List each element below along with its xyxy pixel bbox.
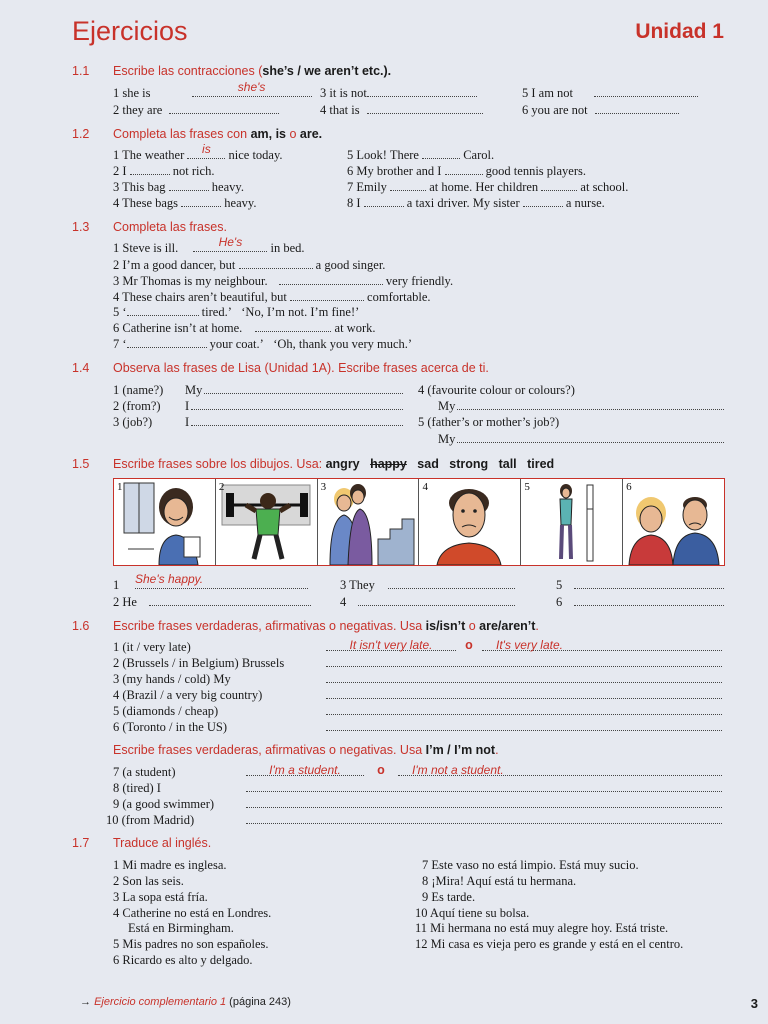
exercise-line: 2 I not rich.: [113, 164, 215, 178]
exercise-line: 2 (Brussels / in Belgium) Brussels: [113, 656, 285, 670]
exercise-line: 10 Aquí tiene su bolsa.: [415, 906, 530, 920]
exercise-line: 3 (job?) I: [113, 415, 403, 430]
exercise-line: 3 Mr Thomas is my neighbour. very friendly.: [113, 274, 454, 288]
exercise-line: 12 Mi casa es vieja pero es grande y está en el centro.: [415, 937, 684, 951]
answer-line: [246, 811, 722, 824]
exercise-line: 8 (tired) I: [113, 781, 161, 795]
exercise-line: 2 (from?) I: [113, 399, 403, 414]
exercise-line: 2 He: [113, 595, 311, 610]
exercise-line: 3 (my hands / cold) My: [113, 672, 231, 686]
answer-line: [246, 779, 722, 792]
answer-line: [326, 718, 722, 731]
exercise-line: 2 Son las seis.: [113, 874, 184, 888]
exercise-line: 6 Ricardo es alto y delgado.: [113, 953, 253, 967]
answer-line: [326, 670, 722, 683]
exercise-line: 3 They: [340, 578, 515, 593]
section-number: 1.4: [72, 361, 90, 375]
tired-couple-illustration: [318, 479, 418, 565]
illustration-panel: 4: [419, 479, 521, 565]
exercise-line: 1 Mi madre es inglesa.: [113, 858, 227, 872]
exercise-line: Está en Birmingham.: [128, 921, 234, 935]
arrow-icon: →: [80, 996, 91, 1008]
happy-woman-illustration: [114, 479, 214, 565]
handwritten-answer: It's very late.: [496, 638, 563, 652]
illustration-panel: 6: [623, 479, 724, 565]
handwritten-answer: she's: [237, 80, 266, 94]
exercise-line: 5 (diamonds / cheap): [113, 704, 219, 718]
section-title: Traduce al inglés.: [113, 836, 212, 850]
exercise-line: 1 (it / very late): [113, 640, 191, 654]
exercise-line: 4 These bags heavy.: [113, 196, 257, 210]
page-title: Ejercicios: [72, 16, 188, 46]
exercise-line: 6 Catherine isn’t at home. at work.: [113, 321, 376, 335]
handwritten-answer: I'm not a student.: [412, 763, 504, 777]
exercise-line: 4 that is: [320, 103, 483, 118]
sad-man-illustration: [419, 479, 519, 565]
strong-man-illustration: [216, 479, 316, 565]
exercise-line: 7 (a student): [113, 765, 176, 779]
tall-woman-illustration: [521, 479, 621, 565]
handwritten-answer: I'm a student.: [269, 763, 341, 777]
exercise-line: 6 you are not: [522, 103, 679, 118]
handwritten-answer: It isn't very late.: [349, 638, 433, 652]
answer-line: [326, 654, 722, 667]
exercise-line: 4: [340, 595, 515, 610]
exercise-line: 9 Es tarde.: [422, 890, 476, 904]
section-number: 1.2: [72, 127, 90, 141]
section-number: 1.3: [72, 220, 90, 234]
illustration-panel: 5: [521, 479, 623, 565]
answer-line: It isn't very late. o It's very late.: [326, 638, 722, 652]
section-title: Escribe frases verdaderas, afirmativas o negativas. Usa is/isn’t o are/aren’t.: [113, 619, 539, 633]
exercise-line: 8 I a taxi driver. My sister a nurse.: [347, 196, 605, 210]
exercise-line: 1 Steve is ill. He's in bed.: [113, 235, 305, 255]
section-title: Escribe frases sobre los dibujos. Usa: angry happy sad strong tall tired: [113, 457, 555, 471]
exercise-line: 8 ¡Mira! Aquí está tu hermana.: [422, 874, 577, 888]
section-title: Escribe frases verdaderas, afirmativas o negativas. Usa I’m / I’m not.: [113, 743, 499, 757]
handwritten-answer: He's: [218, 235, 243, 249]
exercise-line: 5: [556, 578, 724, 593]
exercise-line: 1 (name?) My: [113, 383, 403, 398]
answer-line: [326, 686, 722, 699]
illustration-panel: 1: [114, 479, 216, 565]
exercise-line: 6 My brother and I good tennis players.: [347, 164, 587, 178]
section-title: Observa las frases de Lisa (Unidad 1A). Escribe frases acerca de ti.: [113, 361, 489, 375]
exercise-line: 10 (from Madrid): [106, 813, 195, 827]
unit-label: Unidad 1: [635, 20, 724, 43]
section-title: Completa las frases con am, is o are.: [113, 127, 323, 141]
exercise-line: 7 ‘ your coat.’ ‘Oh, thank you very much.’: [113, 337, 413, 351]
exercise-line: 6: [556, 595, 724, 610]
answer-line: [326, 702, 722, 715]
exercise-line: 5 (father’s or mother’s job?): [418, 415, 560, 429]
exercise-line: 5 Mis padres no son españoles.: [113, 937, 269, 951]
section-number: 1.7: [72, 836, 90, 850]
exercise-line: 4 (favourite colour or colours?): [418, 383, 575, 397]
answer-line: I'm a student. o I'm not a student.: [246, 763, 722, 777]
exercise-line: 3 La sopa está fría.: [113, 890, 208, 904]
exercise-line: 3 it is not: [320, 86, 477, 101]
exercise-line: 5 I am not: [522, 86, 698, 101]
exercise-line: 11 Mi hermana no está muy alegre hoy. Está triste.: [415, 921, 669, 935]
illustration-strip: [113, 478, 725, 566]
footer-reference[interactable]: → Ejercicio complementario 1 (página 243): [80, 996, 291, 1008]
exercise-line: 2 I’m a good dancer, but a good singer.: [113, 258, 386, 272]
exercise-line: 9 (a good swimmer): [113, 797, 215, 811]
exercise-line: My: [438, 432, 724, 447]
section-title: Escribe las contracciones (she’s / we aren’t etc.).: [113, 64, 392, 78]
exercise-line: My: [438, 399, 724, 414]
exercise-line: 7 Emily at home. Her children at school.: [347, 180, 629, 194]
exercise-line: 4 (Brazil / a very big country): [113, 688, 263, 702]
exercise-line: 6 (Toronto / in the US): [113, 720, 228, 734]
exercise-line: 1 She's happy.: [113, 578, 308, 593]
section-number: 1.1: [72, 64, 90, 78]
illustration-panel: 2: [216, 479, 318, 565]
section-number: 1.6: [72, 619, 90, 633]
exercise-line: 3 This bag heavy.: [113, 180, 244, 194]
handwritten-answer: is: [202, 142, 211, 156]
section-number: 1.5: [72, 457, 90, 471]
illustration-panel: 3: [318, 479, 420, 565]
exercise-line: 2 they are: [113, 103, 279, 118]
exercise-line: 4 Catherine no está en Londres.: [113, 906, 272, 920]
exercise-line: 5 ‘ tired.’ ‘No, I’m not. I’m fine!’: [113, 305, 360, 319]
exercise-line: 1 she is she's: [113, 86, 312, 101]
exercise-line: 5 Look! There Carol.: [347, 148, 495, 162]
exercise-line: 4 These chairs aren’t beautiful, but comfortable.: [113, 290, 431, 304]
angry-couple-illustration: [623, 479, 723, 565]
exercise-line: 7 Este vaso no está limpio. Está muy sucio.: [422, 858, 639, 872]
section-title: Completa las frases.: [113, 220, 227, 234]
answer-line: [246, 795, 722, 808]
page-number: 3: [750, 996, 758, 1011]
handwritten-answer: She's happy.: [135, 572, 204, 586]
exercise-line: 1 The weather is nice today.: [113, 142, 283, 162]
